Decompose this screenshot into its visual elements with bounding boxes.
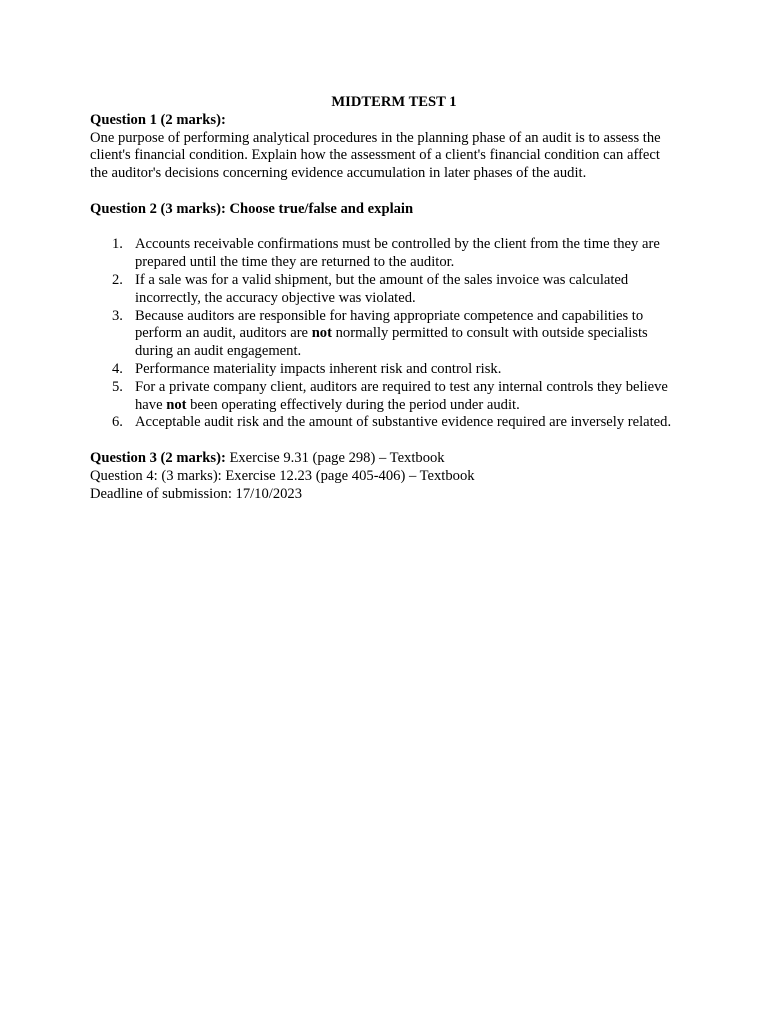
list-item-text-pre: Because auditors are responsible for having appropriate competence and capabilities to perform an audit, auditors are [135, 307, 644, 342]
list-item-text-post: been operating effectively during the period under audit. [186, 396, 520, 413]
list-item [90, 236, 683, 272]
question-2-heading: Question 2 (3 marks): Choose true/false and explain [90, 200, 414, 217]
list-item-emphasis: not [166, 396, 187, 413]
question-4-line: Question 4: (3 marks): Exercise 12.23 (page 405-406) – Textbook [90, 467, 475, 484]
list-item-number: 6. [112, 414, 123, 431]
true-false-list [90, 236, 690, 432]
list-item-text-pre: For a private company client, auditors are required to test any internal controls they believe have [135, 378, 668, 413]
list-item-number: 3. [112, 307, 123, 324]
list-item-text: Performance materiality impacts inherent risk and control risk. [135, 360, 502, 377]
list-item-text: Accounts receivable confirmations must be controlled by the client from the time they are prepared until the time they are returned to the auditor. [135, 236, 660, 271]
page-title: MIDTERM TEST 1 [331, 94, 457, 110]
question-3-heading: Question 3 (2 marks): [90, 449, 226, 466]
question-3-line [90, 450, 690, 468]
deadline-line: Deadline of submission: 17/10/2023 [90, 485, 303, 502]
list-item-number: 4. [112, 360, 123, 377]
list-item-number: 2. [112, 271, 123, 288]
list-item [90, 308, 683, 361]
question-3-text: Exercise 9.31 (page 298) – Textbook [225, 449, 445, 466]
list-item-number: 1. [112, 236, 123, 253]
list-item [90, 361, 683, 379]
list-item [90, 379, 683, 415]
list-item-number: 5. [112, 378, 123, 395]
question-1-heading: Question 1 (2 marks): [90, 111, 226, 128]
list-item [90, 414, 683, 432]
question-1-text: One purpose of performing analytical procedures in the planning phase of an audit is to assess the client's financial condition. Explain how the assessment of a client's financial condition can affect the auditor's decisions concerning evidence accumulation in later phases of the audit. [90, 129, 661, 182]
list-item-text: Acceptable audit risk and the amount of substantive evidence required are inversely related. [135, 414, 672, 431]
document-body [90, 94, 690, 503]
list-item [90, 272, 683, 308]
spacer [90, 432, 690, 450]
list-item-text-post: normally permitted to consult with outside specialists during an audit engagement. [135, 325, 648, 360]
list-item-text: If a sale was for a valid shipment, but the amount of the sales invoice was calculated incorrectly, the accuracy objective was violated. [135, 271, 629, 306]
spacer [90, 183, 690, 201]
spacer [90, 219, 690, 237]
list-item-emphasis: not [311, 325, 332, 342]
